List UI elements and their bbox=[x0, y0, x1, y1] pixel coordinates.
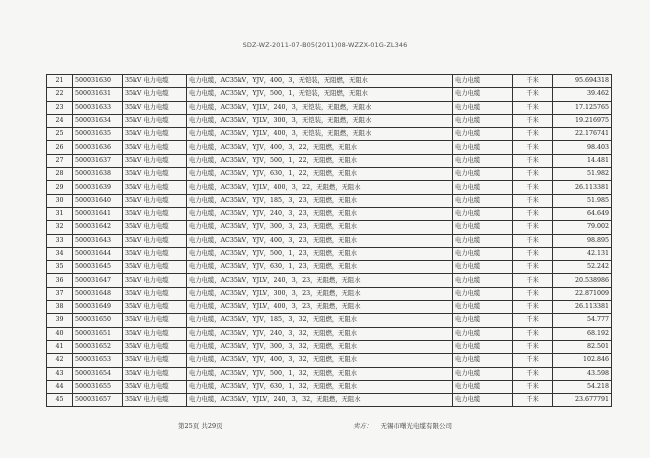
material-spec-cell: 电力电缆，AC35kV，YJLV，240，3，23，无阻燃，无阻水 bbox=[187, 274, 453, 287]
unit-cell: 千米 bbox=[513, 287, 553, 300]
row-number-cell: 35 bbox=[47, 261, 73, 274]
material-spec-cell: 电力电缆，AC35kV，YJV，500，1，无铠装，无阻燃，无阻水 bbox=[187, 88, 453, 101]
table-row bbox=[47, 247, 612, 260]
table-row bbox=[47, 274, 612, 287]
material-name-cell: 35kV 电力电缆 bbox=[123, 181, 187, 194]
material-spec-cell: 电力电缆，AC35kV，YJV，400，3，32，无阻燃，无阻水 bbox=[187, 354, 453, 367]
material-name-cell: 35kV 电力电缆 bbox=[123, 274, 187, 287]
row-number-cell: 37 bbox=[47, 287, 73, 300]
material-code-cell: 500031652 bbox=[73, 340, 123, 353]
material-category-cell: 电力电缆 bbox=[453, 234, 513, 247]
unit-cell: 千米 bbox=[513, 181, 553, 194]
material-spec-cell: 电力电缆，AC35kV，YJV，240，3，23，无阻燃，无阻水 bbox=[187, 207, 453, 220]
material-category-cell: 电力电缆 bbox=[453, 340, 513, 353]
material-code-cell: 500031647 bbox=[73, 274, 123, 287]
material-spec-cell: 电力电缆，AC35kV，YJLV，400，3，22，无阻燃，无阻水 bbox=[187, 181, 453, 194]
page-number: 第25页 共29页 bbox=[178, 422, 223, 430]
material-spec-cell: 电力电缆，AC35kV，YJLV，300，3，23，无阻燃，无阻水 bbox=[187, 287, 453, 300]
seller-name: 无锡市曙光电缆有限公司 bbox=[380, 422, 452, 430]
row-number-cell: 24 bbox=[47, 114, 73, 127]
row-number-cell: 25 bbox=[47, 128, 73, 141]
quantity-cell: 17.125765 bbox=[553, 101, 612, 114]
row-number-cell: 44 bbox=[47, 380, 73, 393]
quantity-cell: 42.131 bbox=[553, 247, 612, 260]
row-number-cell: 32 bbox=[47, 221, 73, 234]
row-number-cell: 33 bbox=[47, 234, 73, 247]
quantity-cell: 68.192 bbox=[553, 327, 612, 340]
material-code-cell: 500031648 bbox=[73, 287, 123, 300]
unit-cell: 千米 bbox=[513, 340, 553, 353]
material-code-cell: 500031650 bbox=[73, 314, 123, 327]
quantity-cell: 26.113381 bbox=[553, 301, 612, 314]
row-number-cell: 42 bbox=[47, 354, 73, 367]
material-name-cell: 35kV 电力电缆 bbox=[123, 287, 187, 300]
material-code-cell: 500031631 bbox=[73, 88, 123, 101]
material-name-cell: 35kV 电力电缆 bbox=[123, 128, 187, 141]
material-name-cell: 35kV 电力电缆 bbox=[123, 314, 187, 327]
material-code-cell: 500031630 bbox=[73, 75, 123, 88]
quantity-cell: 26.113381 bbox=[553, 181, 612, 194]
material-category-cell: 电力电缆 bbox=[453, 394, 513, 407]
quantity-cell: 51.985 bbox=[553, 194, 612, 207]
unit-cell: 千米 bbox=[513, 114, 553, 127]
row-number-cell: 21 bbox=[47, 75, 73, 88]
table-row bbox=[47, 221, 612, 234]
material-category-cell: 电力电缆 bbox=[453, 221, 513, 234]
table-row bbox=[47, 141, 612, 154]
quantity-cell: 20.538986 bbox=[553, 274, 612, 287]
document-code: SDZ-WZ-2011-07-B05(2011)08-WZZX-01G-ZL346 bbox=[242, 41, 408, 49]
table-row bbox=[47, 114, 612, 127]
quantity-cell: 54.777 bbox=[553, 314, 612, 327]
material-spec-cell: 电力电缆，AC35kV，YJV，630，1，22，无阻燃，无阻水 bbox=[187, 168, 453, 181]
material-spec-cell: 电力电缆，AC35kV，YJLV，300，3，无铠装，无阻燃，无阻水 bbox=[187, 114, 453, 127]
unit-cell: 千米 bbox=[513, 274, 553, 287]
row-number-cell: 36 bbox=[47, 274, 73, 287]
quantity-cell: 95.694318 bbox=[553, 75, 612, 88]
row-number-cell: 40 bbox=[47, 327, 73, 340]
material-spec-cell: 电力电缆，AC35kV，YJV，300，3，23，无阻燃，无阻水 bbox=[187, 221, 453, 234]
row-number-cell: 34 bbox=[47, 247, 73, 260]
material-name-cell: 35kV 电力电缆 bbox=[123, 75, 187, 88]
material-category-cell: 电力电缆 bbox=[453, 274, 513, 287]
unit-cell: 千米 bbox=[513, 234, 553, 247]
table-row bbox=[47, 207, 612, 220]
material-category-cell: 电力电缆 bbox=[453, 181, 513, 194]
quantity-cell: 22.871009 bbox=[553, 287, 612, 300]
material-name-cell: 35kV 电力电缆 bbox=[123, 354, 187, 367]
table-row bbox=[47, 75, 612, 88]
table-row bbox=[47, 287, 612, 300]
material-name-cell: 35kV 电力电缆 bbox=[123, 194, 187, 207]
material-code-cell: 500031635 bbox=[73, 128, 123, 141]
material-spec-cell: 电力电缆，AC35kV，YJV，630，1，32，无阻燃，无阻水 bbox=[187, 380, 453, 393]
row-number-cell: 45 bbox=[47, 394, 73, 407]
unit-cell: 千米 bbox=[513, 261, 553, 274]
row-number-cell: 28 bbox=[47, 168, 73, 181]
material-category-cell: 电力电缆 bbox=[453, 128, 513, 141]
material-category-cell: 电力电缆 bbox=[453, 194, 513, 207]
quantity-cell: 19.216975 bbox=[553, 114, 612, 127]
unit-cell: 千米 bbox=[513, 221, 553, 234]
table-row bbox=[47, 194, 612, 207]
material-category-cell: 电力电缆 bbox=[453, 287, 513, 300]
material-code-cell: 500031642 bbox=[73, 221, 123, 234]
material-code-cell: 500031654 bbox=[73, 367, 123, 380]
material-category-cell: 电力电缆 bbox=[453, 301, 513, 314]
material-spec-cell: 电力电缆，AC35kV，YJLV，400，3，23，无阻燃，无阻水 bbox=[187, 301, 453, 314]
material-category-cell: 电力电缆 bbox=[453, 261, 513, 274]
table-row bbox=[47, 261, 612, 274]
cable-table bbox=[46, 74, 612, 407]
material-spec-cell: 电力电缆，AC35kV，YJLV，240，3，32，无阻燃，无阻水 bbox=[187, 394, 453, 407]
material-spec-cell: 电力电缆，AC35kV，YJV，400，3，23，无阻燃，无阻水 bbox=[187, 234, 453, 247]
material-code-cell: 500031633 bbox=[73, 101, 123, 114]
row-number-cell: 22 bbox=[47, 88, 73, 101]
unit-cell: 千米 bbox=[513, 380, 553, 393]
unit-cell: 千米 bbox=[513, 154, 553, 167]
material-code-cell: 500031655 bbox=[73, 380, 123, 393]
quantity-cell: 82.501 bbox=[553, 340, 612, 353]
material-name-cell: 35kV 电力电缆 bbox=[123, 207, 187, 220]
row-number-cell: 23 bbox=[47, 101, 73, 114]
unit-cell: 千米 bbox=[513, 314, 553, 327]
table-row bbox=[47, 367, 612, 380]
table-row bbox=[47, 327, 612, 340]
unit-cell: 千米 bbox=[513, 301, 553, 314]
material-code-cell: 500031649 bbox=[73, 301, 123, 314]
material-category-cell: 电力电缆 bbox=[453, 380, 513, 393]
material-name-cell: 35kV 电力电缆 bbox=[123, 394, 187, 407]
material-code-cell: 500031653 bbox=[73, 354, 123, 367]
material-name-cell: 35kV 电力电缆 bbox=[123, 301, 187, 314]
seller-label: 卖方： bbox=[353, 422, 373, 430]
material-category-cell: 电力电缆 bbox=[453, 327, 513, 340]
material-code-cell: 500031643 bbox=[73, 234, 123, 247]
quantity-cell: 43.598 bbox=[553, 367, 612, 380]
material-category-cell: 电力电缆 bbox=[453, 154, 513, 167]
unit-cell: 千米 bbox=[513, 354, 553, 367]
quantity-cell: 102.846 bbox=[553, 354, 612, 367]
table-row bbox=[47, 394, 612, 407]
material-spec-cell: 电力电缆，AC35kV，YJV，500，1，22，无阻燃，无阻水 bbox=[187, 154, 453, 167]
quantity-cell: 54.218 bbox=[553, 380, 612, 393]
material-code-cell: 500031636 bbox=[73, 141, 123, 154]
table-row bbox=[47, 128, 612, 141]
material-category-cell: 电力电缆 bbox=[453, 101, 513, 114]
table-row bbox=[47, 380, 612, 393]
quantity-cell: 14.481 bbox=[553, 154, 612, 167]
material-category-cell: 电力电缆 bbox=[453, 247, 513, 260]
material-name-cell: 35kV 电力电缆 bbox=[123, 247, 187, 260]
table-row bbox=[47, 340, 612, 353]
material-code-cell: 500031645 bbox=[73, 261, 123, 274]
table-row bbox=[47, 181, 612, 194]
material-spec-cell: 电力电缆，AC35kV，YJLV，400，3，无铠装，无阻燃，无阻水 bbox=[187, 128, 453, 141]
unit-cell: 千米 bbox=[513, 168, 553, 181]
quantity-cell: 51.982 bbox=[553, 168, 612, 181]
row-number-cell: 29 bbox=[47, 181, 73, 194]
table-row bbox=[47, 101, 612, 114]
row-number-cell: 43 bbox=[47, 367, 73, 380]
material-name-cell: 35kV 电力电缆 bbox=[123, 327, 187, 340]
material-spec-cell: 电力电缆，AC35kV，YJV，240，3，32，无阻燃，无阻水 bbox=[187, 327, 453, 340]
material-spec-cell: 电力电缆，AC35kV，YJV，400，3，22，无阻燃，无阻水 bbox=[187, 141, 453, 154]
material-category-cell: 电力电缆 bbox=[453, 75, 513, 88]
material-code-cell: 500031640 bbox=[73, 194, 123, 207]
quantity-cell: 52.242 bbox=[553, 261, 612, 274]
material-category-cell: 电力电缆 bbox=[453, 114, 513, 127]
row-number-cell: 27 bbox=[47, 154, 73, 167]
material-spec-cell: 电力电缆，AC35kV，YJV，300，3，32，无阻燃，无阻水 bbox=[187, 340, 453, 353]
material-spec-cell: 电力电缆，AC35kV，YJV，400，3，无铠装，无阻燃，无阻水 bbox=[187, 75, 453, 88]
table-row bbox=[47, 234, 612, 247]
table-row bbox=[47, 354, 612, 367]
material-spec-cell: 电力电缆，AC35kV，YJV，500，1，32，无阻燃，无阻水 bbox=[187, 367, 453, 380]
table-row bbox=[47, 88, 612, 101]
table-row bbox=[47, 168, 612, 181]
unit-cell: 千米 bbox=[513, 128, 553, 141]
quantity-cell: 22.176741 bbox=[553, 128, 612, 141]
unit-cell: 千米 bbox=[513, 75, 553, 88]
material-name-cell: 35kV 电力电缆 bbox=[123, 114, 187, 127]
quantity-cell: 98.403 bbox=[553, 141, 612, 154]
material-name-cell: 35kV 电力电缆 bbox=[123, 141, 187, 154]
material-code-cell: 500031641 bbox=[73, 207, 123, 220]
unit-cell: 千米 bbox=[513, 247, 553, 260]
material-name-cell: 35kV 电力电缆 bbox=[123, 221, 187, 234]
material-name-cell: 35kV 电力电缆 bbox=[123, 88, 187, 101]
row-number-cell: 31 bbox=[47, 207, 73, 220]
material-spec-cell: 电力电缆，AC35kV，YJV，185，3，23，无阻燃，无阻水 bbox=[187, 194, 453, 207]
table-row bbox=[47, 314, 612, 327]
material-code-cell: 500031644 bbox=[73, 247, 123, 260]
quantity-cell: 23.677791 bbox=[553, 394, 612, 407]
material-code-cell: 500031638 bbox=[73, 168, 123, 181]
unit-cell: 千米 bbox=[513, 88, 553, 101]
unit-cell: 千米 bbox=[513, 367, 553, 380]
material-name-cell: 35kV 电力电缆 bbox=[123, 101, 187, 114]
material-category-cell: 电力电缆 bbox=[453, 168, 513, 181]
quantity-cell: 64.649 bbox=[553, 207, 612, 220]
material-code-cell: 500031639 bbox=[73, 181, 123, 194]
quantity-cell: 79.002 bbox=[553, 221, 612, 234]
unit-cell: 千米 bbox=[513, 207, 553, 220]
unit-cell: 千米 bbox=[513, 327, 553, 340]
material-category-cell: 电力电缆 bbox=[453, 314, 513, 327]
material-code-cell: 500031634 bbox=[73, 114, 123, 127]
material-name-cell: 35kV 电力电缆 bbox=[123, 168, 187, 181]
row-number-cell: 39 bbox=[47, 314, 73, 327]
material-name-cell: 35kV 电力电缆 bbox=[123, 261, 187, 274]
row-number-cell: 38 bbox=[47, 301, 73, 314]
material-category-cell: 电力电缆 bbox=[453, 207, 513, 220]
table-row bbox=[47, 154, 612, 167]
unit-cell: 千米 bbox=[513, 194, 553, 207]
row-number-cell: 30 bbox=[47, 194, 73, 207]
quantity-cell: 39.462 bbox=[553, 88, 612, 101]
material-category-cell: 电力电缆 bbox=[453, 354, 513, 367]
material-category-cell: 电力电缆 bbox=[453, 88, 513, 101]
table-row bbox=[47, 301, 612, 314]
unit-cell: 千米 bbox=[513, 394, 553, 407]
material-spec-cell: 电力电缆，AC35kV，YJV，630，1，23，无阻燃，无阻水 bbox=[187, 261, 453, 274]
row-number-cell: 41 bbox=[47, 340, 73, 353]
row-number-cell: 26 bbox=[47, 141, 73, 154]
table-body bbox=[47, 75, 612, 407]
material-category-cell: 电力电缆 bbox=[453, 367, 513, 380]
material-code-cell: 500031651 bbox=[73, 327, 123, 340]
material-spec-cell: 电力电缆，AC35kV，YJV，185，3，32，无阻燃，无阻水 bbox=[187, 314, 453, 327]
material-name-cell: 35kV 电力电缆 bbox=[123, 380, 187, 393]
unit-cell: 千米 bbox=[513, 141, 553, 154]
material-spec-cell: 电力电缆，AC35kV，YJLV，240，3，无铠装，无阻燃，无阻水 bbox=[187, 101, 453, 114]
quantity-cell: 98.895 bbox=[553, 234, 612, 247]
material-code-cell: 500031657 bbox=[73, 394, 123, 407]
seller-info bbox=[353, 421, 452, 430]
material-name-cell: 35kV 电力电缆 bbox=[123, 154, 187, 167]
material-category-cell: 电力电缆 bbox=[453, 141, 513, 154]
material-name-cell: 35kV 电力电缆 bbox=[123, 367, 187, 380]
material-spec-cell: 电力电缆，AC35kV，YJV，500，1，23，无阻燃，无阻水 bbox=[187, 247, 453, 260]
material-name-cell: 35kV 电力电缆 bbox=[123, 234, 187, 247]
material-code-cell: 500031637 bbox=[73, 154, 123, 167]
material-name-cell: 35kV 电力电缆 bbox=[123, 340, 187, 353]
unit-cell: 千米 bbox=[513, 101, 553, 114]
